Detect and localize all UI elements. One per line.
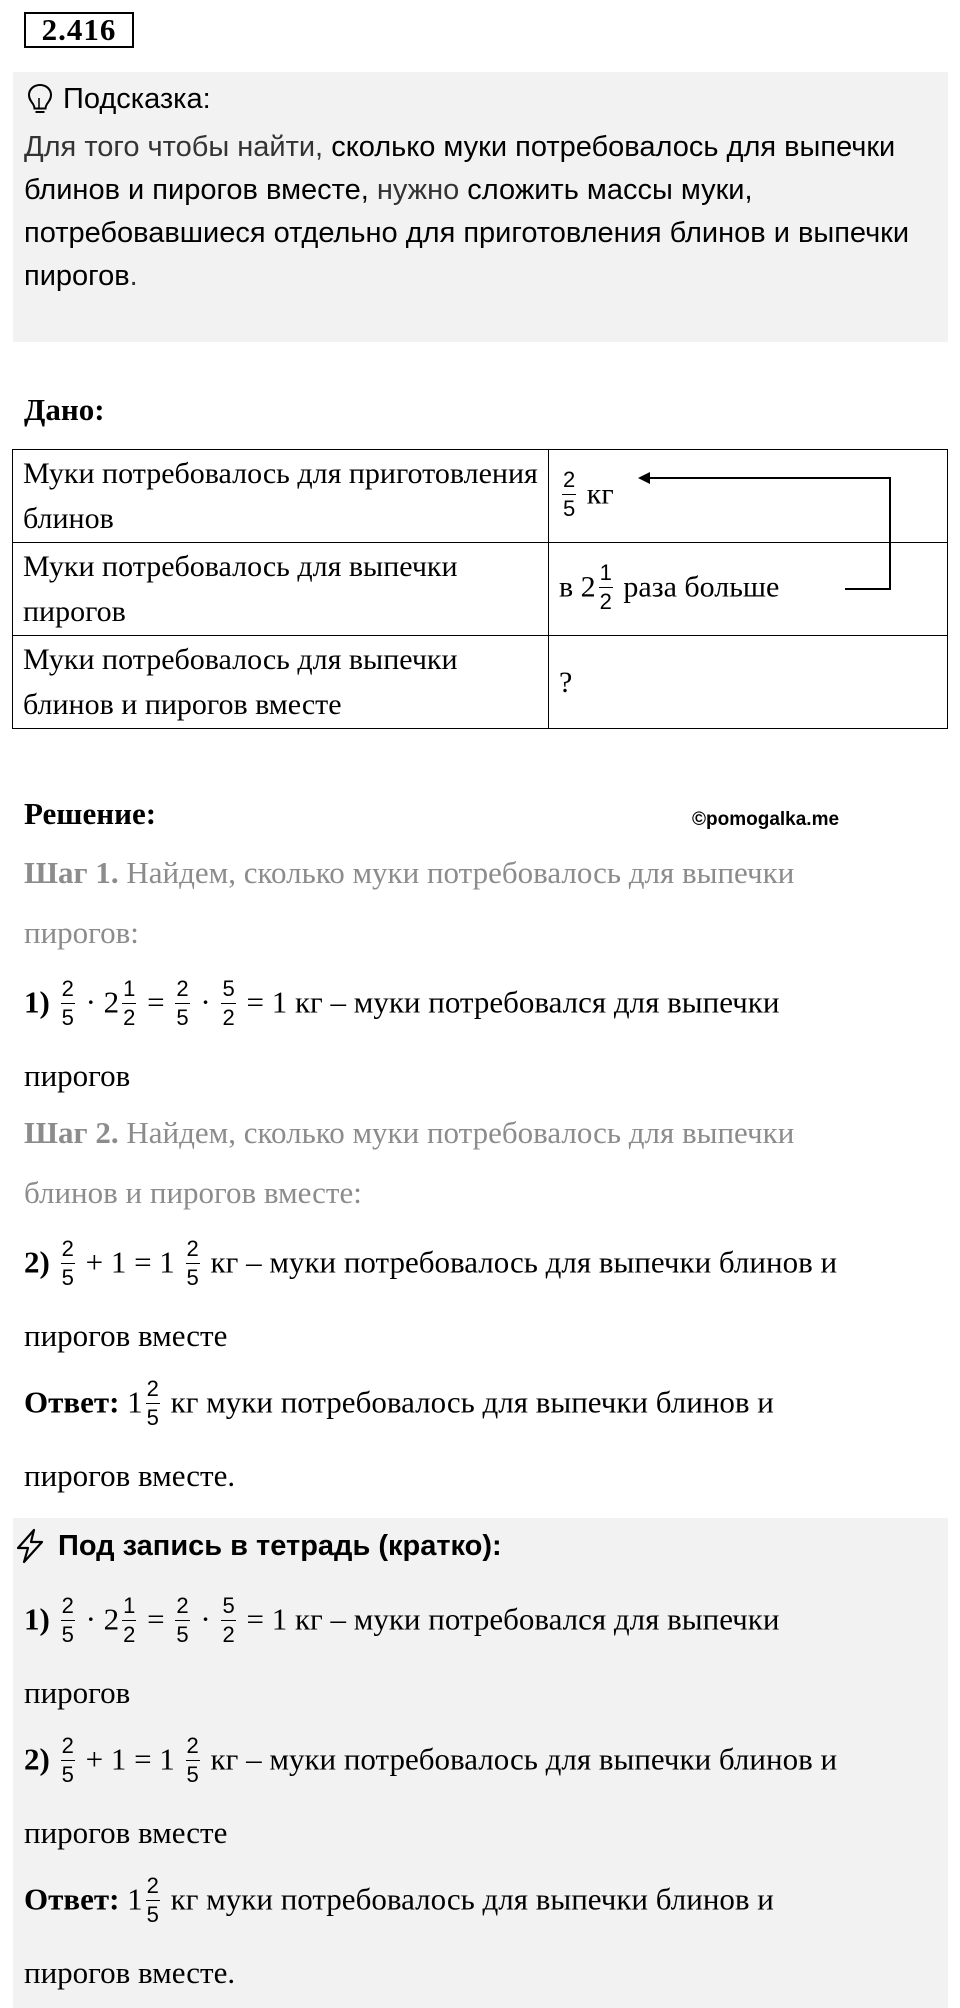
answer-cont: пирогов вместе.	[24, 1458, 236, 1493]
fraction: $\frac{2}{5}$	[61, 1236, 74, 1290]
given-cell-label: Муки потребовалось для приготовления блинов	[13, 450, 549, 543]
equation-number: 2)	[24, 1244, 50, 1280]
brief-equation-1	[24, 1593, 780, 1648]
step2-text: Найдем, сколько муки потребовалось для выпечки	[118, 1115, 795, 1150]
fraction: $\frac{1}{2}$	[123, 1593, 136, 1647]
number: 1	[110, 1741, 127, 1777]
brief-answer-cont: пирогов вместе.	[24, 1955, 236, 1990]
whole-part: 1	[159, 1741, 175, 1777]
equation-1-cont: пирогов	[24, 1058, 131, 1093]
ratio-prefix: в 2	[559, 569, 596, 603]
hint-part-2: сколько муки потребовалось для выпечки блинов и пирогов вместе,	[24, 131, 896, 206]
equals-sign: =	[147, 1601, 165, 1637]
fraction: $\frac{5}{2}$	[222, 976, 235, 1030]
plus-sign: +	[85, 1244, 104, 1280]
lightbulb-icon	[27, 83, 53, 115]
given-cell-value: ?	[549, 636, 948, 729]
equals-sign: =	[147, 984, 165, 1020]
given-cell-label: Муки потребовалось для выпечки пирогов	[13, 543, 549, 636]
brief-equation-1-cont: пирогов	[24, 1675, 131, 1710]
plus-sign: +	[85, 1741, 104, 1777]
hint-part-5: .	[129, 260, 138, 292]
fraction: $\frac{2}{5}$	[146, 1376, 159, 1430]
number: 1	[110, 1244, 127, 1280]
brief-answer-line	[24, 1873, 774, 1928]
fraction: $\frac{5}{2}$	[222, 1593, 235, 1647]
fraction: $\frac{2}{5}$	[176, 976, 189, 1030]
fraction: $\frac{2}{5}$	[61, 1593, 74, 1647]
solution-label: Решение:	[24, 796, 157, 831]
dot-sign: ·	[85, 1601, 96, 1637]
brief-equation-2-cont: пирогов вместе	[24, 1815, 228, 1850]
hint-text	[24, 126, 939, 298]
dot-sign: ·	[200, 1601, 211, 1637]
given-label: Дано:	[24, 392, 105, 427]
hint-box	[13, 72, 948, 342]
ratio-suffix: раза больше	[623, 569, 780, 603]
lightning-icon	[12, 1528, 48, 1564]
equals-sign: =	[134, 1741, 152, 1777]
whole-part: 2	[103, 984, 120, 1020]
fraction: $\frac{2}{5}$	[186, 1733, 199, 1787]
equation-2-cont: пирогов вместе	[24, 1318, 228, 1353]
answer-label: Ответ:	[24, 1384, 120, 1420]
step1-line-2: пирогов:	[24, 915, 139, 950]
equals-sign: =	[134, 1244, 152, 1280]
equation-2	[24, 1236, 838, 1291]
whole-part: 1	[127, 1384, 143, 1420]
answer-text: кг муки потребовалось для выпечки блинов и	[170, 1881, 774, 1917]
reference-arrow	[540, 455, 910, 595]
equation-text: = 1 кг – муки потребовался для выпечки	[246, 984, 780, 1020]
dot-sign: ·	[85, 984, 96, 1020]
step1-line	[24, 855, 794, 891]
equation-number: 1)	[24, 984, 50, 1020]
equation-text: = 1 кг – муки потребовался для выпечки	[246, 1601, 780, 1637]
whole-part: 1	[159, 1244, 175, 1280]
equation-text: кг – муки потребовалось для выпечки блинов и	[210, 1244, 838, 1280]
equation-text: кг – муки потребовалось для выпечки блинов и	[210, 1741, 838, 1777]
dot-sign: ·	[200, 984, 211, 1020]
brief-equation-2	[24, 1733, 838, 1788]
brief-title: Под запись в тетрадь (кратко):	[58, 1529, 502, 1562]
hint-part-3: нужно	[368, 174, 468, 206]
fraction: $\frac{2}{5}$	[563, 466, 576, 521]
task-number: 2.416	[24, 12, 134, 48]
step2-label: Шаг 2.	[24, 1115, 119, 1150]
fraction: $\frac{2}{5}$	[146, 1873, 159, 1927]
equation-1	[24, 976, 780, 1031]
hint-header	[27, 82, 211, 116]
answer-label: Ответ:	[24, 1881, 120, 1917]
equation-number: 2)	[24, 1741, 50, 1777]
whole-part: 2	[103, 1601, 120, 1637]
brief-header	[12, 1526, 502, 1566]
step2-line	[24, 1115, 794, 1151]
unit: кг	[586, 476, 614, 510]
hint-part-4: сложить массы муки, потребовавшиеся отдельно для приготовления блинов и выпечки пирогов	[24, 174, 910, 292]
fraction: $\frac{2}{5}$	[176, 1593, 189, 1647]
step1-text: Найдем, сколько муки потребовалось для выпечки	[118, 855, 795, 890]
step1-label: Шаг 1.	[24, 855, 119, 890]
hint-title: Подсказка:	[63, 82, 211, 115]
given-cell-label: Муки потребовалось для выпечки блинов и пирогов вместе	[13, 636, 549, 729]
fraction: $\frac{1}{2}$	[599, 559, 612, 614]
answer-line	[24, 1376, 774, 1431]
fraction: $\frac{2}{5}$	[61, 976, 74, 1030]
answer-text: кг муки потребовалось для выпечки блинов и	[170, 1384, 774, 1420]
hint-part-1: Для того чтобы найти,	[24, 131, 332, 163]
fraction: $\frac{2}{5}$	[186, 1236, 199, 1290]
equation-number: 1)	[24, 1601, 50, 1637]
watermark: ©pomogalka.me	[692, 809, 840, 830]
whole-part: 1	[127, 1881, 143, 1917]
fraction: $\frac{1}{2}$	[123, 976, 136, 1030]
table-row	[13, 636, 948, 729]
fraction: $\frac{2}{5}$	[61, 1733, 74, 1787]
step2-line-2: блинов и пирогов вместе:	[24, 1175, 362, 1210]
